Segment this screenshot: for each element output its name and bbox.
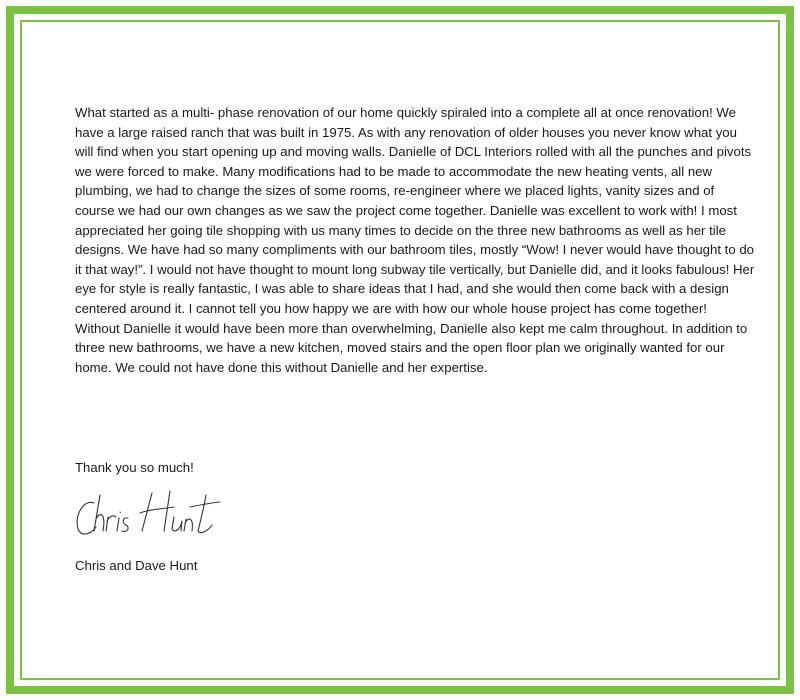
- testimonial-body: What started as a multi- phase renovation of our home quickly spiraled into a complete all at once renovation! We have a large raised ranch that was built in 1975. As with any renovation of older houses you never know what you will find when you start opening up and moving walls. Danielle of DCL Interiors rolled with all the punches and pivots we were forced to make. Many modifications had to be made to accommodate the new heating vents, all new plumbing, we had to change the sizes of some rooms, re-engineer where we placed lights, vanity sizes and of course we had our own changes as we saw the project come together. Danielle was excellent to work with! I most appreciated her going tile shopping with us many times to decide on the three new bathrooms as well as her tile designs. We have had so many compliments with our bathroom tiles, mostly “Wow! I never would have thought to do it that way!”. I would not have thought to mount long subway tile vertically, but Danielle did, and it looks fabulous! Her eye for style is really fantastic, I was able to share ideas that I had, and she would then come back with a design centered around it. I cannot tell you how happy we are with how our whole house project has come together! Without Danielle it would have been more than overwhelming, Danielle also kept me calm throughout. In addition to three new bathrooms, we have a new kitchen, moved stairs and the open floor plan we originally wanted for our home. We could not have done this without Danielle and her expertise.: [75, 105, 755, 375]
- signer-names: Chris and Dave Hunt: [75, 558, 198, 573]
- closing-line: Thank you so much!: [75, 460, 194, 475]
- handwritten-signature: [70, 485, 250, 545]
